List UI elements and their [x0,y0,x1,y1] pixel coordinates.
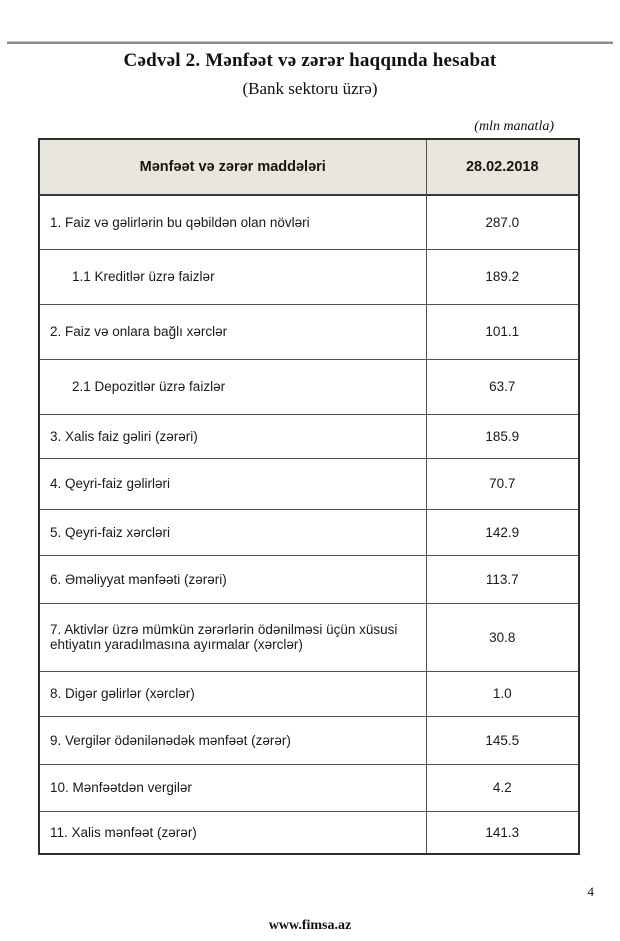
table-row [39,414,579,458]
header-rule [7,41,613,44]
profit-loss-table [38,138,580,855]
row-label: 11. Xalis mənfəət (zərər) [39,811,426,854]
table-header-row [39,139,579,195]
table-row [39,764,579,811]
table-row [39,811,579,854]
row-value: 185.9 [426,414,579,458]
table-row [39,716,579,764]
row-value: 142.9 [426,509,579,555]
row-value: 113.7 [426,555,579,603]
row-label: 2.1 Depozitlər üzrə faizlər [39,359,426,414]
footer-url: www.fimsa.az [268,918,352,933]
row-value: 70.7 [426,458,579,509]
row-label: 3. Xalis faiz gəliri (zərəri) [39,414,426,458]
row-value: 141.3 [426,811,579,854]
row-value: 30.8 [426,603,579,671]
column-header-date: 28.02.2018 [426,139,579,195]
table-row [39,555,579,603]
row-value: 4.2 [426,764,579,811]
row-label: 1. Faiz və gəlirlərin bu qəbildən olan növləri [39,195,426,249]
row-label: 1.1 Kreditlər üzrə faizlər [39,249,426,304]
page-number: 4 [587,884,594,899]
page-subtitle: (Bank sektoru üzrə) [242,79,378,98]
column-header-items: Mənfəət və zərər maddələri [39,139,426,195]
row-label: 10. Mənfəətdən vergilər [39,764,426,811]
table-row [39,195,579,249]
row-label: 5. Qeyri-faiz xərcləri [39,509,426,555]
unit-note: (mln manatla) [474,119,554,134]
row-label: 9. Vergilər ödənilənədək mənfəət (zərər) [39,716,426,764]
table-row [39,671,579,716]
table-row [39,359,579,414]
row-value: 189.2 [426,249,579,304]
row-label: 6. Əməliyyat mənfəəti (zərəri) [39,555,426,603]
table-row [39,249,579,304]
row-value: 1.0 [426,671,579,716]
table-row [39,603,579,671]
row-value: 287.0 [426,195,579,249]
row-value: 63.7 [426,359,579,414]
row-label: 4. Qeyri-faiz gəlirləri [39,458,426,509]
table-row [39,304,579,359]
row-value: 101.1 [426,304,579,359]
row-label: 2. Faiz və onlara bağlı xərclər [39,304,426,359]
table-row [39,509,579,555]
page-title: Cədvəl 2. Mənfəət və zərər haqqında hesabat [123,50,497,71]
row-label: 7. Aktivlər üzrə mümkün zərərlərin ödənilməsi üçün xüsusi ehtiyatın yaradılmasına ayırmalar (xərclər) [39,603,426,671]
table-row [39,458,579,509]
row-value: 145.5 [426,716,579,764]
row-label: 8. Digər gəlirlər (xərclər) [39,671,426,716]
